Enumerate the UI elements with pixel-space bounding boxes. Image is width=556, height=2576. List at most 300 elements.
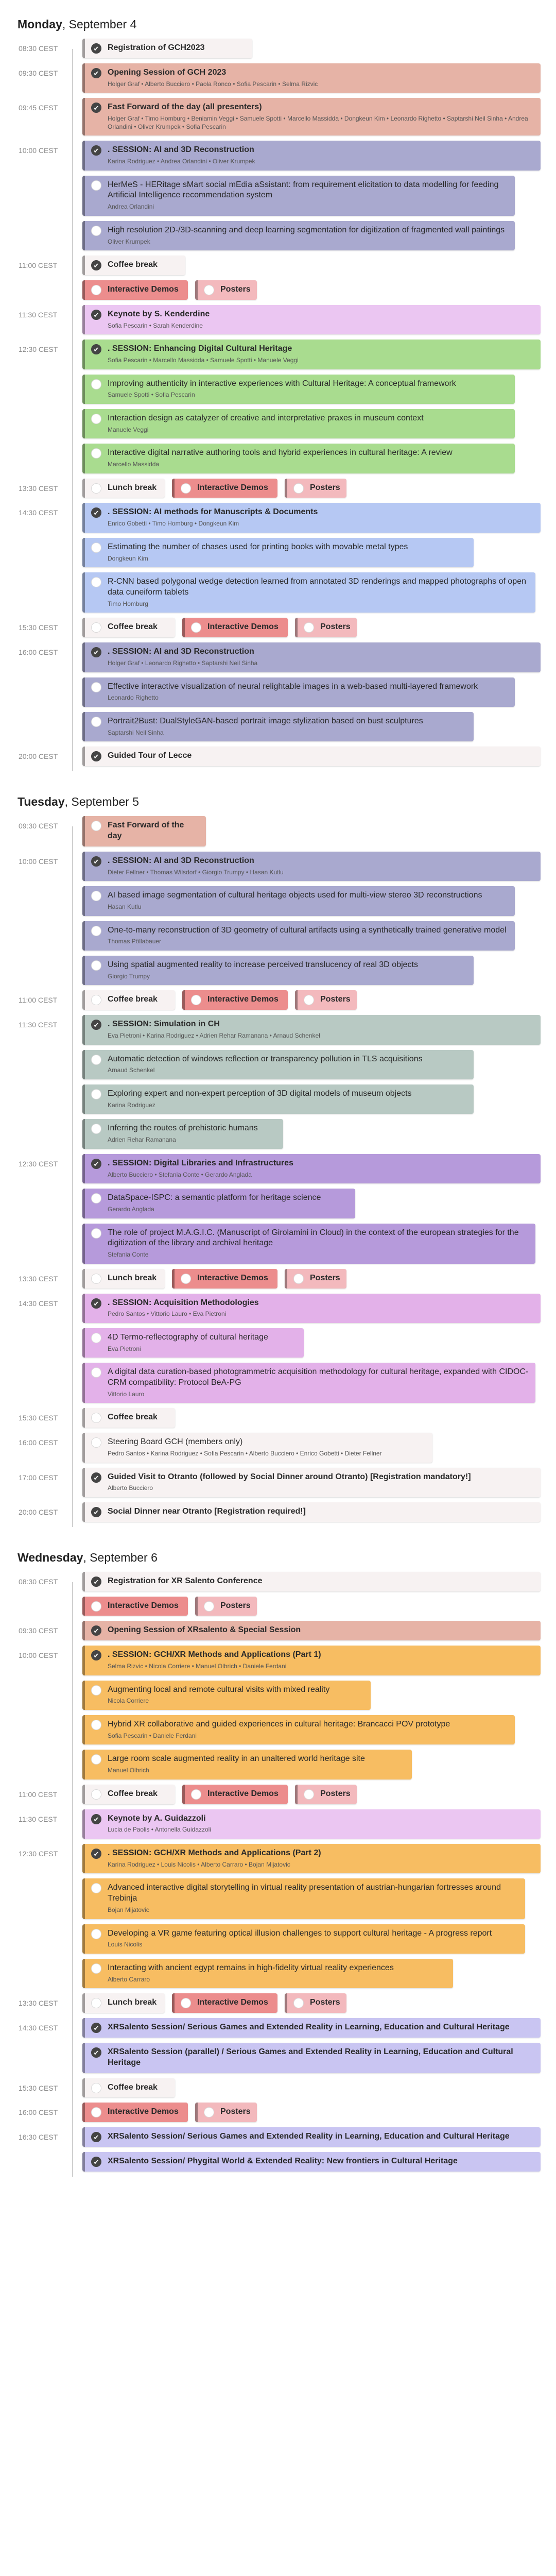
unchecked-circle-icon[interactable] [304,995,314,1005]
event-row [82,642,541,672]
time-slot [0,39,556,63]
event-authors: Dongkeun Kim [108,554,148,562]
slot-time: 14:30 CEST [19,2024,58,2032]
event-card[interactable] [82,538,474,567]
unchecked-circle-icon[interactable] [91,1437,101,1448]
event-card[interactable] [82,747,541,766]
time-slot [0,852,556,991]
unchecked-circle-icon[interactable] [293,483,304,494]
event-card[interactable] [82,1715,515,1744]
event-row [82,1924,541,1954]
unchecked-circle-icon[interactable] [91,1963,101,1974]
unchecked-circle-icon[interactable] [91,821,101,831]
slot-time: 12:30 CEST [19,1849,58,1858]
event-title: . SESSION: Digital Libraries and Infrastructures [108,1158,293,1167]
event-authors: Karina Rodriguez • Louis Nicolis • Alberto Carraro • Bojan Mijatovic [108,1860,290,1868]
unchecked-circle-icon[interactable] [91,1333,101,1343]
event-card[interactable] [82,1433,432,1462]
unchecked-circle-icon[interactable] [91,1228,101,1239]
slot-events [69,1621,556,1646]
unchecked-circle-icon[interactable] [91,379,101,389]
unchecked-circle-icon[interactable] [181,483,191,494]
event-title: Opening Session of XRsalento & Special Session [108,1625,301,1635]
checked-circle-icon[interactable]: ✔ [91,2023,101,2033]
slot-time: 11:00 CEST [19,996,58,1005]
event-card[interactable] [82,305,541,334]
unchecked-circle-icon[interactable] [204,2107,214,2117]
event-card[interactable] [182,1785,288,1804]
checked-circle-icon[interactable]: ✔ [91,2047,101,2058]
slot-events [69,63,556,98]
event-authors: Bojan Mijatovic [108,1906,149,1913]
event-card[interactable] [82,1154,541,1183]
event-card[interactable] [82,1750,412,1779]
event-authors: Dieter Fellner • Thomas Wilsdorf • Giorgio Trumpy • Hasan Kutlu [108,868,284,876]
unchecked-circle-icon[interactable] [181,1998,191,2008]
unchecked-circle-icon[interactable] [91,1601,101,1612]
unchecked-circle-icon[interactable] [91,1124,101,1134]
checked-circle-icon[interactable]: ✔ [91,103,101,113]
event-card[interactable] [82,1681,371,1710]
slot-time: 09:45 CEST [19,104,58,112]
event-card[interactable] [295,990,357,1010]
event-title: Coffee break [108,260,158,269]
event-authors: Karina Rodriguez [108,1101,155,1109]
event-title: AI based image segmentation of cultural heritage objects used for multi-view stereo 3D reconstructions [108,891,482,900]
time-slot [0,747,556,771]
day-block [0,1551,556,2177]
event-title: XRSalento Session/ Serious Games and Extended Reality in Learning, Education and Cultural Heritage [108,2132,510,2141]
event-card[interactable] [82,1084,474,1114]
time-slot [0,141,556,256]
unchecked-circle-icon[interactable] [91,995,101,1005]
slot-events [69,1433,556,1467]
time-slot [0,2127,556,2177]
event-title: Advanced interactive digital storytelling in virtual reality presentation of austrian-hungarian fortresses around Trebinja [108,1883,501,1903]
event-card[interactable] [82,618,175,637]
checked-circle-icon[interactable]: ✔ [91,1814,101,1824]
checked-circle-icon[interactable]: ✔ [91,1577,101,1587]
unchecked-circle-icon[interactable] [91,414,101,424]
event-title: DataSpace-ISPC: a semantic platform for heritage science [108,1193,321,1202]
event-row [82,2018,541,2038]
event-title: Social Dinner near Otranto [Registration required!] [108,1507,306,1516]
unchecked-circle-icon[interactable] [191,995,201,1005]
event-card[interactable] [172,479,277,498]
event-card[interactable] [82,1408,175,1428]
event-title: Guided Tour of Lecce [108,751,192,760]
slot-events [69,1572,556,1621]
slot-events [69,747,556,771]
checked-circle-icon[interactable]: ✔ [91,1650,101,1660]
event-authors: Enrico Gobetti • Timo Homburg • Dongkeun Kim [108,520,239,528]
event-row [82,280,541,300]
event-card[interactable] [82,1119,283,1148]
checked-circle-icon[interactable]: ✔ [91,1625,101,1636]
time-slot [0,256,556,305]
time-slot [0,479,556,503]
event-card[interactable] [82,1363,535,1403]
event-card[interactable] [82,1224,535,1264]
time-slot [0,2018,556,2078]
event-title: . SESSION: AI and 3D Reconstruction [108,145,254,155]
slot-time: 13:30 CEST [19,484,58,493]
event-title: Effective interactive visualization of neural relightable images in a web-based multi-layered framework [108,682,478,691]
unchecked-circle-icon[interactable] [91,1929,101,1939]
checked-circle-icon[interactable]: ✔ [91,2157,101,2167]
event-card[interactable] [82,141,541,170]
event-row [82,2127,541,2147]
event-card[interactable] [82,63,541,93]
event-title: . SESSION: Enhancing Digital Cultural Heritage [108,344,292,353]
unchecked-circle-icon[interactable] [91,1789,101,1800]
event-card[interactable] [82,1993,165,2013]
checked-circle-icon[interactable]: ✔ [91,1507,101,1517]
event-card[interactable] [82,2152,541,2172]
event-row [82,1572,541,1591]
slot-time: 11:30 CEST [19,1021,58,1029]
event-card[interactable] [82,816,206,846]
event-row [82,538,541,567]
event-authors: Eva Pietroni [108,1345,141,1352]
unchecked-circle-icon[interactable] [91,1998,101,2008]
event-card[interactable] [82,2078,175,2098]
checked-circle-icon[interactable]: ✔ [91,1159,101,1169]
event-card[interactable] [82,886,515,916]
event-title: Coffee break [108,995,158,1004]
event-card[interactable] [82,1189,355,1218]
checked-circle-icon[interactable]: ✔ [91,647,101,657]
event-title: Interactive Demos [197,1998,268,2007]
event-card[interactable] [82,409,515,438]
unchecked-circle-icon[interactable] [91,1720,101,1730]
unchecked-circle-icon[interactable] [91,1685,101,1696]
slot-time: 08:30 CEST [19,1577,58,1586]
event-title: . SESSION: GCH/XR Methods and Applications (Part 1) [108,1650,321,1659]
event-title: . SESSION: GCH/XR Methods and Applications (Part 2) [108,1848,321,1857]
event-row [82,2043,541,2073]
event-title: Fast Forward of the day (all presenters) [108,103,262,112]
checked-circle-icon[interactable]: ✔ [91,145,101,156]
slot-events [69,2127,556,2177]
event-card[interactable] [82,1809,541,1839]
day-block [0,18,556,771]
event-card[interactable] [82,956,474,985]
time-slot [0,503,556,618]
slot-events [69,340,556,479]
day-label: Monday [18,18,62,31]
unchecked-circle-icon[interactable] [91,226,101,236]
time-slot [0,63,556,98]
event-card[interactable] [285,1269,346,1289]
slot-events [69,141,556,256]
checked-circle-icon[interactable]: ✔ [91,2132,101,2142]
slot-events [69,2103,556,2127]
event-authors: Samuele Spotti • Sofia Pescarin [108,391,195,399]
checked-circle-icon[interactable]: ✔ [91,1298,101,1309]
slot-time: 11:30 CEST [19,310,58,319]
event-card[interactable] [295,1785,357,1804]
checked-circle-icon[interactable]: ✔ [91,43,101,54]
checked-circle-icon[interactable]: ✔ [91,344,101,354]
event-card[interactable] [82,572,535,613]
event-row [82,1224,541,1264]
event-title: Interacting with ancient egypt remains in high-fidelity virtual reality experiences [108,1963,394,1972]
event-row [82,340,541,369]
event-title: Fast Forward of the day [108,821,184,841]
unchecked-circle-icon[interactable] [91,1754,101,1765]
event-authors: Selma Rizvic • Nicola Corriere • Manuel Olbrich • Daniele Ferdani [108,1663,287,1670]
event-authors: Louis Nicolis [108,1941,143,1948]
slot-time: 15:30 CEST [19,2083,58,2092]
unchecked-circle-icon[interactable] [204,285,214,295]
event-authors: Holger Graf • Alberto Bucciero • Paola Ronco • Sofia Pescarin • Selma Rizvic [108,80,318,88]
unchecked-circle-icon[interactable] [91,1367,101,1378]
event-card[interactable] [182,618,288,637]
unchecked-circle-icon[interactable] [91,577,101,587]
event-title: One-to-many reconstruction of 3D geometry of cultural artifacts using a synthetically trained generative model [108,925,507,935]
event-card[interactable] [172,1993,277,2013]
event-card[interactable] [82,39,252,58]
event-title: Interactive Demos [207,1789,279,1798]
slot-time: 09:30 CEST [19,822,58,831]
event-card[interactable] [172,1269,277,1289]
unchecked-circle-icon[interactable] [204,1601,214,1612]
event-title: XRSalento Session/ Serious Games and Extended Reality in Learning, Education and Cultural Heritage [108,2023,510,2032]
slot-time: 20:00 CEST [19,1508,58,1517]
event-card[interactable] [82,280,188,300]
unchecked-circle-icon[interactable] [304,622,314,633]
unchecked-circle-icon[interactable] [91,2107,101,2117]
slot-events [69,852,556,991]
slot-events [69,1154,556,1269]
event-card[interactable] [82,256,185,275]
unchecked-circle-icon[interactable] [91,285,101,295]
event-title: Posters [220,2107,251,2116]
event-card[interactable] [285,1993,346,2013]
event-card[interactable] [82,221,515,250]
event-row [82,1408,541,1428]
unchecked-circle-icon[interactable] [191,1789,201,1800]
event-card[interactable] [82,2043,541,2073]
unchecked-circle-icon[interactable] [91,2083,101,2093]
time-slot [0,98,556,141]
unchecked-circle-icon[interactable] [91,180,101,191]
event-card[interactable] [82,1621,541,1640]
event-card[interactable] [82,1785,175,1804]
event-title: . SESSION: Acquisition Methodologies [108,1298,259,1307]
unchecked-circle-icon[interactable] [91,926,101,936]
unchecked-circle-icon[interactable] [91,891,101,901]
slot-time: 10:00 CEST [19,146,58,155]
event-title: Posters [220,284,251,294]
time-slot [0,816,556,852]
event-row [82,221,541,250]
event-title: Keynote by S. Kenderdine [108,309,210,318]
event-title: Coffee break [108,1413,158,1422]
event-card[interactable] [82,677,515,707]
event-title: Posters [310,483,340,492]
event-card[interactable] [82,2103,188,2122]
time-slot [0,2078,556,2103]
unchecked-circle-icon[interactable] [191,622,201,633]
event-title: Posters [320,1789,351,1798]
event-title: Inferring the routes of prehistoric humans [108,1124,258,1133]
event-row [82,375,541,404]
event-card[interactable] [82,990,175,1010]
checked-circle-icon[interactable]: ✔ [91,260,101,270]
event-row [82,677,541,707]
event-row [82,1084,541,1114]
unchecked-circle-icon[interactable] [91,483,101,494]
slot-events [69,1269,556,1294]
event-row [82,409,541,438]
event-title: Portrait2Bust: DualStyleGAN-based portrait image stylization based on bust sculptures [108,717,423,726]
event-title: Lunch break [108,483,157,492]
checked-circle-icon[interactable]: ✔ [91,856,101,867]
event-card[interactable] [82,176,515,216]
event-title: XRSalento Session (parallel) / Serious Games and Extended Reality in Learning, Education and Cultural Heritage [108,2047,513,2067]
time-slot [0,1015,556,1154]
unchecked-circle-icon[interactable] [91,1274,101,1284]
event-row [82,479,541,498]
checked-circle-icon[interactable]: ✔ [91,1020,101,1030]
event-card[interactable] [82,1050,474,1079]
unchecked-circle-icon[interactable] [181,1274,191,1284]
checked-circle-icon[interactable]: ✔ [91,751,101,761]
event-card[interactable] [82,444,515,473]
unchecked-circle-icon[interactable] [91,1193,101,1204]
checked-circle-icon[interactable]: ✔ [91,1472,101,1483]
slot-time: 16:30 CEST [19,2133,58,2142]
event-title: Lunch break [108,1273,157,1282]
unchecked-circle-icon[interactable] [91,1413,101,1423]
checked-circle-icon[interactable]: ✔ [91,1849,101,1859]
event-authors: Sofia Pescarin • Daniele Ferdani [108,1732,197,1739]
slot-events [69,1809,556,1844]
event-card[interactable] [82,1878,525,1919]
slot-events [69,1468,556,1502]
event-authors: Gerardo Anglada [108,1205,154,1213]
unchecked-circle-icon[interactable] [91,1055,101,1065]
event-authors: Sofia Pescarin • Marcello Massidda • Samuele Spotti • Manuele Veggi [108,356,299,364]
event-card[interactable] [82,712,474,741]
event-card[interactable] [82,1597,188,1616]
checked-circle-icon[interactable]: ✔ [91,310,101,320]
event-card[interactable] [82,1572,541,1591]
unchecked-circle-icon[interactable] [91,682,101,692]
unchecked-circle-icon[interactable] [91,1883,101,1893]
unchecked-circle-icon[interactable] [293,1998,304,2008]
event-row [82,618,541,637]
event-row [82,176,541,216]
unchecked-circle-icon[interactable] [293,1274,304,1284]
slot-events [69,1408,556,1433]
event-card[interactable] [82,1015,541,1044]
event-card[interactable] [82,1468,541,1497]
event-card[interactable] [82,2018,541,2038]
slot-time: 09:30 CEST [19,1626,58,1635]
event-card[interactable] [295,618,357,637]
time-slot [0,340,556,479]
slot-events [69,98,556,141]
event-title: Opening Session of GCH 2023 [108,67,227,77]
checked-circle-icon[interactable]: ✔ [91,507,101,518]
event-card[interactable] [285,479,346,498]
day-label: Tuesday [18,795,65,809]
event-row [82,1269,541,1289]
event-title: . SESSION: Simulation in CH [108,1020,220,1029]
event-card[interactable] [195,1597,257,1616]
unchecked-circle-icon[interactable] [304,1789,314,1800]
event-card[interactable] [82,1844,541,1873]
event-authors: Lucia de Paolis • Antonella Guidazzoli [108,1826,211,1834]
event-title: Interactive Demos [108,2107,179,2116]
event-row [82,1050,541,1079]
unchecked-circle-icon[interactable] [91,543,101,553]
event-card[interactable] [182,990,288,1010]
event-card[interactable] [82,1269,165,1289]
slot-time: 12:30 CEST [19,1159,58,1168]
unchecked-circle-icon[interactable] [91,622,101,633]
slot-events [69,503,556,618]
unchecked-circle-icon[interactable] [91,448,101,459]
event-card[interactable] [82,642,541,672]
unchecked-circle-icon[interactable] [91,1089,101,1099]
event-card[interactable] [82,375,515,404]
event-authors: Pedro Santos • Vittorio Lauro • Eva Pietroni [108,1310,227,1318]
event-card[interactable] [82,503,541,532]
slot-time: 09:30 CEST [19,69,58,77]
event-card[interactable] [82,1924,525,1954]
unchecked-circle-icon[interactable] [91,717,101,727]
event-row [82,2103,541,2122]
time-slot [0,1468,556,1502]
event-title: Interactive Demos [207,995,279,1004]
event-card[interactable] [82,1646,541,1675]
event-row [82,1785,541,1804]
event-row [82,39,541,58]
slot-time: 11:00 CEST [19,1790,58,1799]
event-card[interactable] [82,340,541,369]
event-card[interactable] [82,921,515,951]
event-title: Posters [320,622,351,632]
event-card[interactable] [82,479,165,498]
event-card[interactable] [82,1502,541,1522]
event-title: Hybrid XR collaborative and guided experiences in cultural heritage: Brancacci POV prototype [108,1720,450,1729]
event-authors: Manuel Olbrich [108,1767,149,1774]
event-card[interactable] [82,98,541,135]
event-card[interactable] [82,1294,541,1323]
unchecked-circle-icon[interactable] [91,960,101,971]
time-slot [0,618,556,642]
event-row [82,444,541,473]
event-title: Interactive Demos [108,1601,179,1610]
event-card[interactable] [195,280,257,300]
day-header [18,1551,556,1565]
checked-circle-icon[interactable]: ✔ [91,68,101,78]
event-authors: Timo Homburg [108,600,148,607]
event-row [82,1363,541,1403]
event-card[interactable] [82,1328,304,1358]
event-title: 4D Termo-reflectography of cultural heritage [108,1332,268,1342]
event-card[interactable] [82,1959,453,1988]
event-row [82,956,541,985]
event-card[interactable] [195,2103,257,2122]
day-header [18,795,556,809]
event-card[interactable] [82,2127,541,2147]
event-card[interactable] [82,852,541,881]
